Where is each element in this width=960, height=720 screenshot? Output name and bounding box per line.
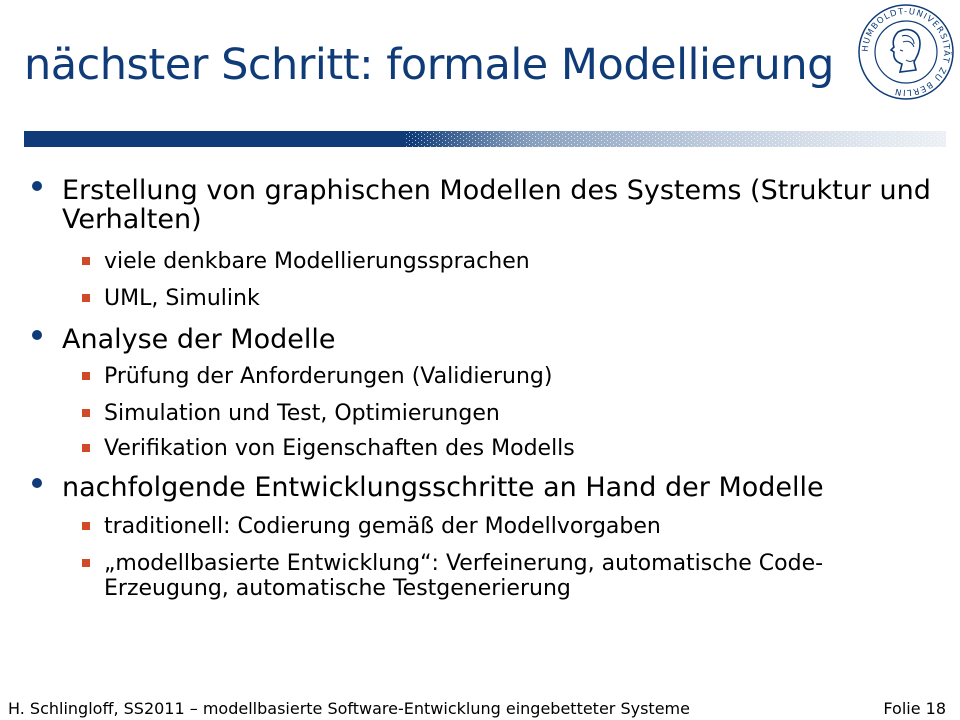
bullet-text: Erstellung von graphischen Modellen des Systems (Struktur und Verhalten)	[62, 175, 931, 235]
bullet-2	[32, 325, 932, 354]
bullet-square-icon	[82, 444, 90, 452]
bullet-text: Analyse der Modelle	[62, 324, 336, 355]
bullet-3	[32, 473, 932, 502]
bullet-square-icon	[82, 257, 90, 265]
title-divider-bar	[24, 131, 946, 147]
slide-title: nächster Schritt: formale Modellierung	[24, 40, 834, 90]
bullet-square-icon	[82, 372, 90, 380]
bullet-1	[32, 176, 932, 234]
sub-bullet-3-2	[32, 551, 932, 601]
sub-bullet-text: viele denkbare Modellierungssprachen	[104, 249, 530, 274]
sub-bullet-3-1	[32, 514, 932, 539]
footer-author-course: H. Schlingloff, SS2011 – modellbasierte Software-Entwicklung eingebetteter Systeme	[8, 699, 690, 718]
bullet-square-icon	[82, 559, 90, 567]
sub-bullet-text: traditionell: Codierung gemäß der Modellvorgaben	[104, 514, 661, 539]
sub-bullet-text: „modellbasierte Entwicklung“: Verfeinerung, automatische Code-Erzeugung, automatische Testgenerierung	[104, 551, 824, 601]
sub-bullet-2-2	[32, 401, 932, 426]
sub-bullet-text: Verifikation von Eigenschaften des Modells	[104, 436, 575, 461]
sub-bullet-text: UML, Simulink	[104, 286, 260, 311]
bullet-square-icon	[82, 409, 90, 417]
bullet-dot-icon	[32, 330, 42, 340]
sub-bullet-1-2	[32, 286, 932, 311]
bullet-square-icon	[82, 294, 90, 302]
sub-bullet-2-1	[32, 364, 932, 389]
slide-content	[32, 176, 932, 601]
footer-slide-number: Folie 18	[883, 699, 946, 718]
sub-bullet-text: Prüfung der Anforderungen (Validierung)	[104, 364, 553, 389]
sub-bullet-1-1	[32, 249, 932, 274]
bullet-dot-icon	[32, 181, 42, 191]
university-seal-icon	[856, 2, 956, 102]
sub-bullet-text: Simulation und Test, Optimierungen	[104, 401, 500, 426]
bullet-text: nachfolgende Entwicklungsschritte an Hand der Modelle	[62, 472, 824, 503]
seal-text: HUMBOLDT-UNIVERSITÄT ZU BERLIN	[860, 6, 952, 98]
sub-bullet-2-3	[32, 436, 932, 461]
bullet-square-icon	[82, 522, 90, 530]
bullet-dot-icon	[32, 478, 42, 488]
